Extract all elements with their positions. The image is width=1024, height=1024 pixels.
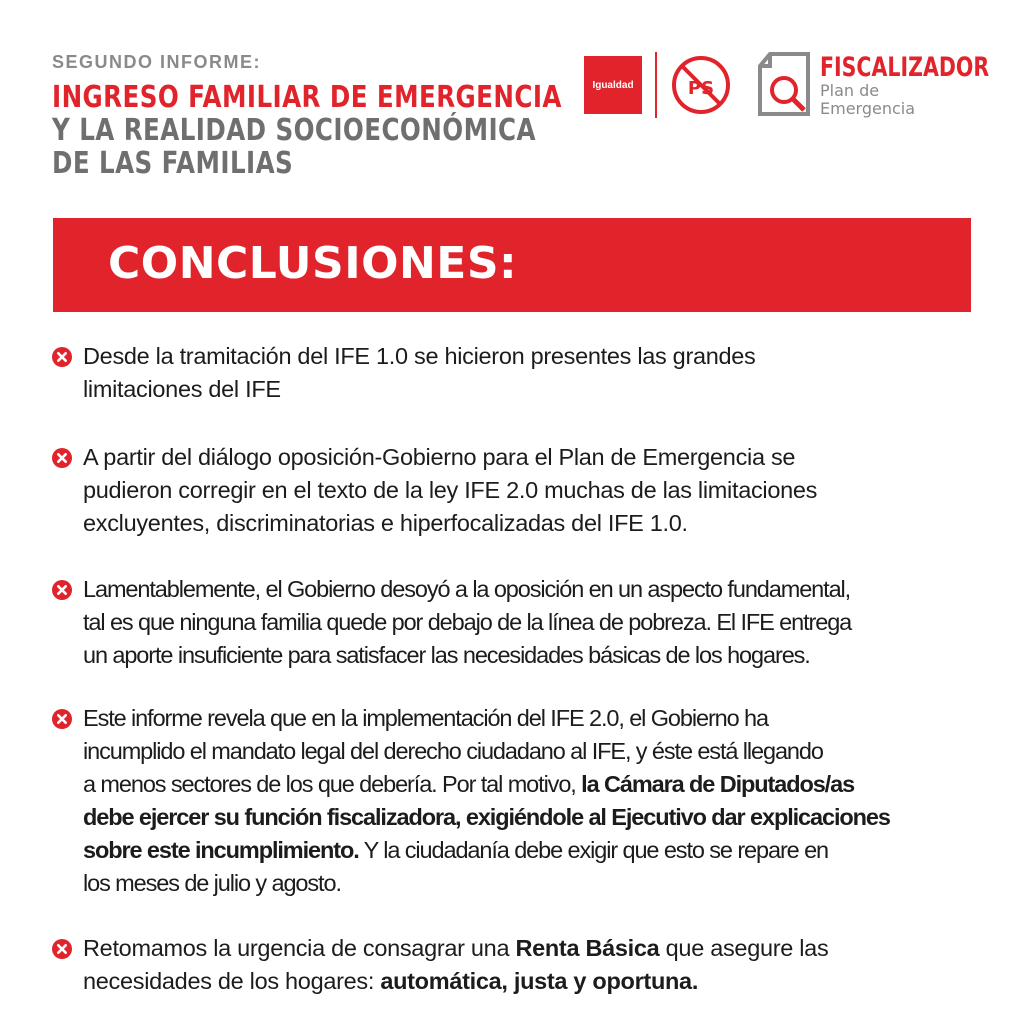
conclusion-text: a menos sectores de los que debería. Por tal motivo, bbox=[83, 771, 582, 797]
conclusion-line: un aporte insuficiente para satisfacer las necesidades básicas de los hogares. bbox=[83, 642, 810, 668]
conclusion-item bbox=[52, 441, 982, 540]
conclusion-text: Retomamos la urgencia de consagrar una bbox=[83, 935, 516, 961]
conclusion-line: Este informe revela que en la implementación del IFE 2.0, el Gobierno ha bbox=[83, 705, 768, 731]
conclusion-emphasis: automática, justa y oportuna. bbox=[380, 968, 699, 994]
report-kicker: SEGUNDO INFORME: bbox=[52, 52, 262, 72]
report-title-line-3: DE LAS FAMILIAS bbox=[52, 146, 294, 181]
fiscalizador-subtitle-line-1: Plan de bbox=[820, 81, 880, 100]
magnifier-document-icon bbox=[756, 52, 814, 118]
report-title-line-1: INGRESO FAMILIAR DE EMERGENCIA bbox=[52, 80, 562, 115]
conclusion-text: que asegure las bbox=[659, 935, 829, 961]
partner-logos bbox=[584, 52, 990, 122]
conclusion-line: los meses de julio y agosto. bbox=[83, 870, 341, 896]
fiscalizador-subtitle-line-2: Emergencia bbox=[820, 99, 916, 118]
conclusion-item bbox=[52, 340, 982, 406]
conclusion-line: A partir del diálogo oposición-Gobierno para el Plan de Emergencia se bbox=[83, 444, 796, 470]
ps-logo-text: PS bbox=[687, 78, 715, 99]
conclusion-item bbox=[52, 702, 982, 900]
x-circle-icon bbox=[52, 580, 72, 600]
conclusion-emphasis: sobre este incumplimiento. bbox=[83, 837, 359, 863]
conclusion-emphasis: debe ejercer su función fiscalizadora, exigiéndole al Ejecutivo dar explicaciones bbox=[83, 804, 890, 830]
conclusion-line: incumplido el mandato legal del derecho ciudadano al IFE, y éste está llegando bbox=[83, 738, 823, 764]
x-circle-icon bbox=[52, 939, 72, 959]
ps-party-logo bbox=[670, 54, 732, 116]
conclusion-line: Desde la tramitación del IFE 1.0 se hicieron presentes las grandes bbox=[83, 343, 756, 369]
conclusion-line: Lamentablemente, el Gobierno desoyó a la oposición en un aspecto fundamental, bbox=[83, 576, 851, 602]
conclusions-heading: CONCLUSIONES: bbox=[108, 238, 518, 289]
conclusion-line bbox=[83, 932, 982, 965]
conclusions-banner bbox=[53, 218, 971, 312]
conclusion-item bbox=[52, 573, 982, 672]
conclusions-list bbox=[52, 340, 982, 998]
igualdad-logo bbox=[584, 56, 642, 114]
x-circle-icon bbox=[52, 347, 72, 367]
conclusion-line bbox=[83, 801, 982, 834]
conclusion-emphasis: la Cámara de Diputados/as bbox=[581, 771, 855, 797]
conclusion-line bbox=[83, 768, 982, 801]
conclusion-item bbox=[52, 932, 982, 998]
report-header bbox=[52, 52, 572, 180]
conclusion-line bbox=[83, 965, 982, 998]
logo-divider bbox=[655, 52, 657, 118]
conclusion-line: pudieron corregir en el texto de la ley IFE 2.0 muchas de las limitaciones bbox=[83, 477, 818, 503]
conclusion-text: Y la ciudadanía debe exigir que esto se repare en bbox=[358, 837, 829, 863]
fiscalizador-title: FISCALIZADOR bbox=[820, 52, 990, 83]
report-title-line-2: Y LA REALIDAD SOCIOECONÓMICA bbox=[52, 113, 536, 148]
igualdad-logo-text: Igualdad bbox=[592, 79, 634, 91]
x-circle-icon bbox=[52, 448, 72, 468]
x-circle-icon bbox=[52, 709, 72, 729]
conclusion-line bbox=[83, 834, 982, 867]
conclusion-line: tal es que ninguna familia quede por debajo de la línea de pobreza. El IFE entrega bbox=[83, 609, 852, 635]
conclusion-text: necesidades de los hogares: bbox=[83, 968, 381, 994]
fiscalizador-subtitle bbox=[820, 82, 970, 118]
conclusion-emphasis: Renta Básica bbox=[515, 935, 660, 961]
conclusion-line: limitaciones del IFE bbox=[83, 376, 281, 402]
conclusion-line: excluyentes, discriminatorias e hiperfocalizadas del IFE 1.0. bbox=[83, 510, 688, 536]
